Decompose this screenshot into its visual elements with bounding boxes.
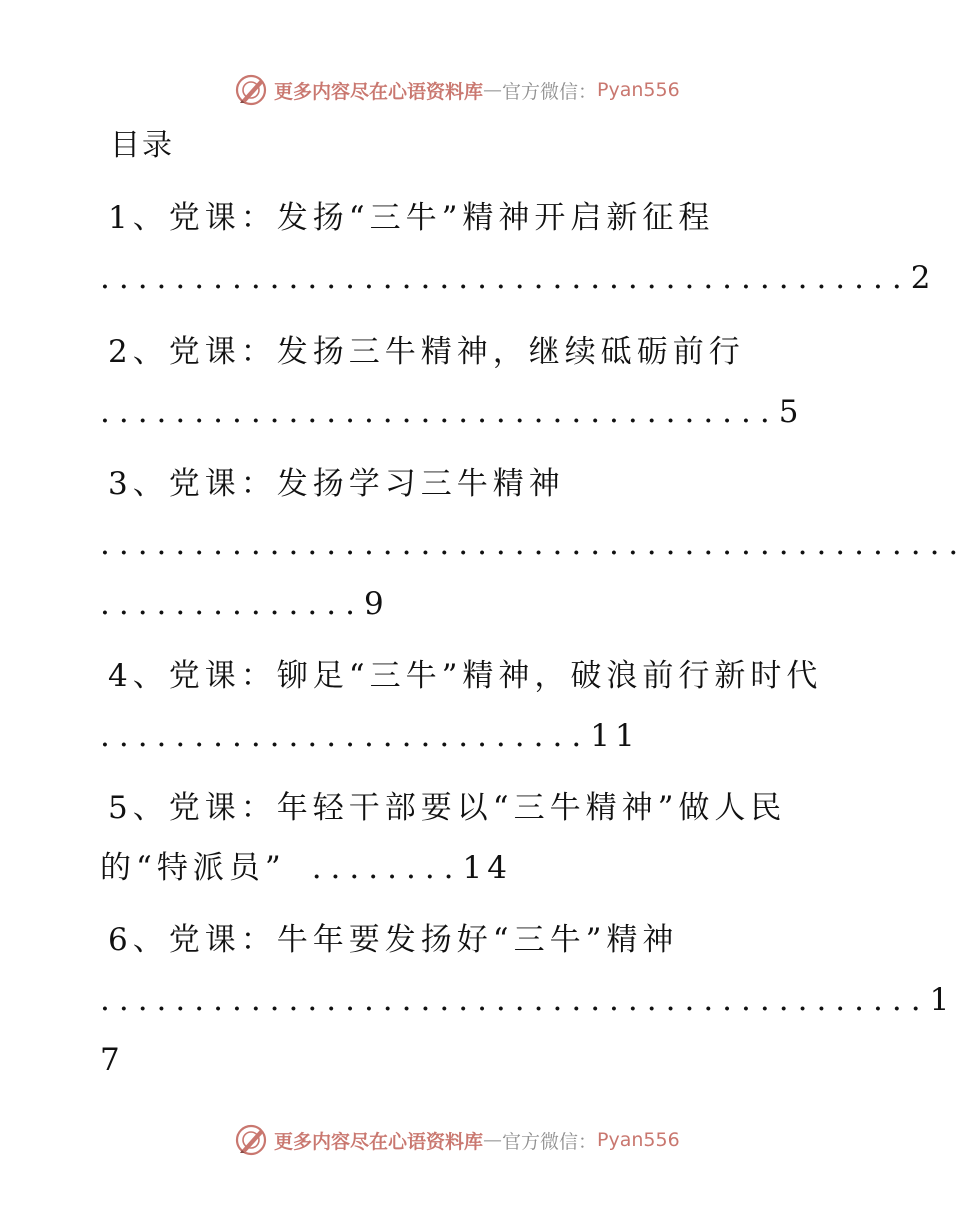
toc-entry-3-page[interactable]: 9 <box>363 586 389 622</box>
toc-entry-5-title-cont[interactable]: 的“特派员” <box>100 850 286 886</box>
toc-entry-4-leader: .......................... <box>100 718 591 754</box>
wechat-id: Pyan556 <box>597 1129 680 1151</box>
toc-entry-5-page[interactable]: 14 <box>462 850 512 886</box>
toc-entry-4-page[interactable]: 11 <box>590 718 640 754</box>
toc-heading: 目录 <box>110 128 174 163</box>
site-name: 更多内容尽在心语资料库 <box>274 1130 484 1153</box>
toc-entry-2-leader-line <box>100 390 803 434</box>
toc-entry-3-leader-line-2 <box>100 582 389 626</box>
footer-watermark-banner <box>234 1122 680 1158</box>
toc-entry-6-page[interactable]: 1 <box>929 982 955 1018</box>
toc-entry-6-leader-line <box>100 978 954 1022</box>
toc-entry-1-title[interactable]: 1、党课：发扬“三牛”精神开启新征程 <box>108 200 715 236</box>
site-name: 更多内容尽在心语资料库 <box>274 80 484 103</box>
toc-entry-1-page[interactable]: 2 <box>910 260 936 296</box>
toc-entry-3-leader-line <box>100 522 967 566</box>
toc-entry-2-leader: .................................... <box>100 394 779 430</box>
toc-entry-5-leader: ........ <box>311 850 463 886</box>
toc-entry-6-leader: ............................................ <box>100 982 930 1018</box>
toc-entry-3-leader-2: .............. <box>100 586 364 622</box>
toc-entry-5-title[interactable]: 5、党课：年轻干部要以“三牛精神”做人民 <box>108 790 787 826</box>
wechat-label: 官方微信： <box>502 1130 598 1153</box>
toc-entry-1-leader: ........................................... <box>100 260 911 296</box>
toc-entry-2-page[interactable]: 5 <box>778 394 804 430</box>
pen-logo-icon <box>234 73 268 107</box>
toc-entry-5-leader-line <box>100 846 512 890</box>
wechat-id: Pyan556 <box>597 79 680 101</box>
toc-entry-3-leader: .............................................. <box>100 526 967 562</box>
wechat-label: 官方微信： <box>502 80 598 103</box>
banner-dash: — <box>483 1129 503 1151</box>
toc-entry-1-leader-line <box>100 256 935 300</box>
toc-entry-3-title[interactable]: 3、党课：发扬学习三牛精神 <box>108 466 565 502</box>
toc-entry-4-leader-line <box>100 714 640 758</box>
toc-entry-6-page-cont[interactable]: 7 <box>100 1042 125 1078</box>
banner-dash: — <box>483 79 503 101</box>
toc-entry-4-title[interactable]: 4、党课：铆足“三牛”精神，破浪前行新时代 <box>108 658 823 694</box>
header-watermark-banner <box>234 72 680 108</box>
pen-logo-icon <box>234 1123 268 1157</box>
toc-entry-2-title[interactable]: 2、党课：发扬三牛精神，继续砥砺前行 <box>108 334 745 370</box>
toc-entry-6-title[interactable]: 6、党课：牛年要发扬好“三牛”精神 <box>108 922 679 958</box>
